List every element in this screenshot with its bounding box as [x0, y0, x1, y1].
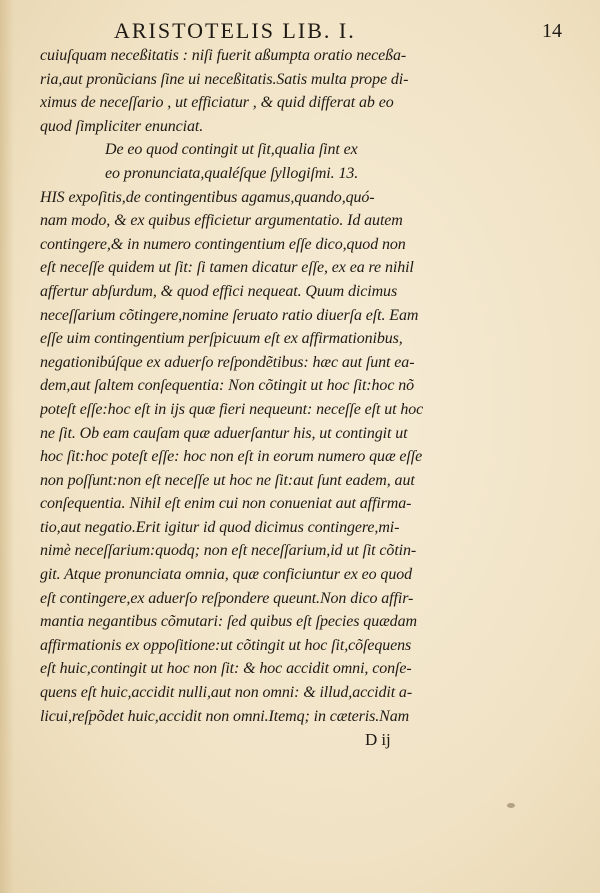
page-gutter-shadow [0, 0, 14, 893]
text-line: dem,aut ſaltem conſequentia: Non cõtingit ut hoc ſit:hoc nõ [40, 377, 415, 395]
text-line: ximus de neceſſario , ut efficiatur , & quid differat ab eo [40, 94, 394, 112]
text-line: non poſſunt:non eſt neceſſe ut hoc ne ſit:aut ſunt eadem, aut [40, 471, 415, 489]
running-head: ARISTOTELIS LIB. I. [114, 18, 356, 43]
text-line: licui,reſpõdet huic,accidit non omni.Itemq; in cæteris.Nam [40, 707, 410, 725]
text-line: mantia negantibus cõmutari: ſed quibus eſt ſpecies quædam [40, 613, 417, 631]
signature-mark: D ij [365, 730, 391, 750]
section-heading-line-1: De eo quod contingit ut ſit,qualia ſint ex [105, 141, 358, 159]
text-line: eſt neceſſe quidem ut ſit: ſi tamen dicatur eſſe, ex ea re nihil [40, 259, 414, 277]
text-line: nam modo, & ex quibus efficietur argumentatio. Id autem [40, 212, 403, 230]
text-line: affirmationis ex oppoſitione:ut cõtingit ut hoc ſit,cõſequens [40, 636, 412, 654]
page-number: 14 [542, 20, 562, 42]
page-header [40, 14, 580, 46]
text-line: HIS expoſitis,de contingentibus agamus,quando,quó- [40, 188, 375, 206]
body-text [40, 44, 575, 752]
text-line: ria,aut pronũcians ſine ui neceßitatis.Satis multa prope di- [40, 70, 409, 88]
text-line: negationibúſque ex aduerſo reſpondẽtibus: hæc aut ſunt ea- [40, 353, 415, 371]
text-line: eſſe uim contingentium perſpicuum eſt ex affirmationibus, [40, 330, 403, 348]
text-line: affertur abſurdum, & quod effici nequeat. Quum dicimus [40, 282, 398, 300]
text-line: poteſt eſſe:hoc eſt in ijs quæ fieri nequeunt: neceſſe eſt ut hoc [40, 400, 424, 418]
text-line: conſequentia. Nihil eſt enim cui non conueniat aut affirma- [40, 495, 412, 513]
text-line: quens eſt huic,accidit nulli,aut non omni: & illud,accidit a- [40, 684, 413, 702]
text-line: contingere,& in numero contingentium eſſe dico,quod non [40, 235, 406, 253]
text-line: hoc ſit:hoc poteſt eſſe: hoc non eſt in eorum numero quæ eſſe [40, 448, 423, 466]
text-line: neceſſarium cõtingere,nomine ſeruato ratio diuerſa eſt. Eam [40, 306, 419, 324]
text-line: tio,aut negatio.Erit igitur id quod dicimus contingere,mi- [40, 518, 400, 536]
section-heading-line-2: eo pronunciata,qualéſque ſyllogiſmi. 13. [105, 164, 359, 182]
text-line: quod ſimpliciter enunciat. [40, 117, 204, 135]
text-line: git. Atque pronunciata omnia, quæ conficiuntur ex eo quod [40, 566, 413, 584]
text-line: ne ſit. Ob eam cauſam quæ aduerſantur his, ut contingit ut [40, 424, 408, 442]
text-line: eſt contingere,ex aduerſo reſpondere queunt.Non dico affir- [40, 589, 414, 607]
text-line: cuiuſquam neceßitatis : niſi fuerit aßumpta oratio neceßa- [40, 47, 407, 64]
text-line: nimè neceſſarium:quodq; non eſt neceſſarium,id ut ſit cõtin- [40, 542, 417, 560]
ink-stain [507, 803, 515, 808]
text-line: eſt huic,contingit ut hoc non ſit: & hoc accidit omni, conſe- [40, 660, 412, 678]
